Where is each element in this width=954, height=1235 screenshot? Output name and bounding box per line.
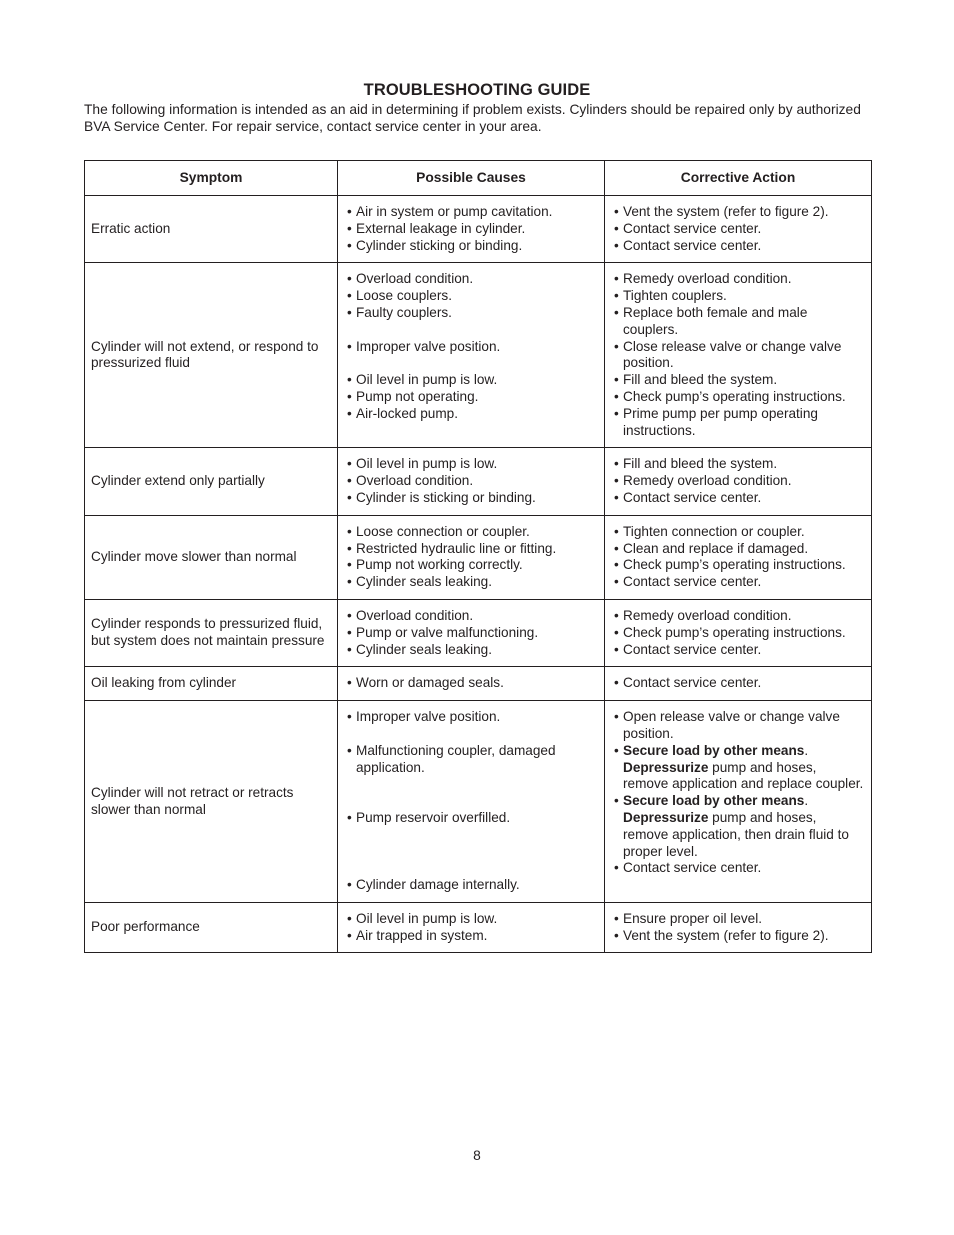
list-item: • Contact service center. bbox=[614, 574, 762, 590]
causes-cell bbox=[338, 263, 605, 448]
list-item: • Faulty couplers. bbox=[347, 304, 452, 320]
list-item: • Prime pump per pump operating instructions. bbox=[614, 405, 818, 438]
list-item: • Contact service center. bbox=[614, 675, 762, 691]
list-item: • Contact service center. bbox=[614, 641, 762, 657]
header-possible-causes: Possible Causes bbox=[338, 161, 605, 196]
action-cell bbox=[605, 667, 872, 701]
list-item: • Overload condition. bbox=[347, 271, 474, 287]
causes-cell bbox=[338, 196, 605, 263]
list-item: • Remedy overload condition. bbox=[614, 473, 792, 489]
table-row bbox=[85, 599, 872, 666]
list-item: • Remedy overload condition. bbox=[614, 607, 792, 623]
list-item: • Close release valve or change valve position. bbox=[614, 338, 842, 371]
symptom-cell: Cylinder will not retract or retracts slower than normal bbox=[85, 701, 338, 903]
list-item: • Fill and bleed the system. bbox=[614, 456, 778, 472]
list-item: • Vent the system (refer to figure 2). bbox=[614, 927, 829, 943]
symptom-cell: Cylinder extend only partially bbox=[85, 448, 338, 515]
table-row bbox=[85, 515, 872, 599]
list-item: • Pump or valve malfunctioning. bbox=[347, 624, 539, 640]
list-item: • Check pump’s operating instructions. bbox=[614, 557, 846, 573]
symptom-cell: Poor performance bbox=[85, 902, 338, 953]
troubleshooting-table bbox=[84, 160, 872, 953]
list-item: • Pump not working correctly. bbox=[347, 557, 523, 573]
action-cell bbox=[605, 515, 872, 599]
table-row bbox=[85, 196, 872, 263]
table-row bbox=[85, 448, 872, 515]
list-item: • Overload condition. bbox=[347, 473, 474, 489]
symptom-cell: Cylinder move slower than normal bbox=[85, 515, 338, 599]
table-row bbox=[85, 263, 872, 448]
list-item: • Malfunctioning coupler, damaged application. bbox=[347, 742, 556, 775]
intro-text bbox=[84, 101, 884, 135]
list-item: • Pump reservoir overfilled. bbox=[347, 809, 511, 825]
causes-cell bbox=[338, 515, 605, 599]
intro-line-2: BVA Service Center. For repair service, contact service center in your area. bbox=[84, 119, 542, 134]
action-cell bbox=[605, 448, 872, 515]
table-row bbox=[85, 902, 872, 953]
list-item: • Oil level in pump is low. bbox=[347, 456, 498, 472]
list-item: • Overload condition. bbox=[347, 607, 474, 623]
list-item: • Cylinder sticking or binding. bbox=[347, 237, 523, 253]
header-symptom: Symptom bbox=[85, 161, 338, 196]
list-item: • Check pump’s operating instructions. bbox=[614, 624, 846, 640]
list-item: • Contact service center. bbox=[614, 489, 762, 505]
action-cell bbox=[605, 263, 872, 448]
list-item: • Secure load by other means. Depressurize pump and hoses, remove application, then drain fluid to proper level. bbox=[614, 793, 849, 859]
list-item: • Replace both female and male couplers. bbox=[614, 304, 808, 337]
list-item: • Pump not operating. bbox=[347, 388, 479, 404]
list-item: • Improper valve position. bbox=[347, 338, 501, 354]
list-item: • Improper valve position. bbox=[347, 709, 501, 725]
list-item: • Contact service center. bbox=[614, 220, 762, 236]
list-item: • Cylinder is sticking or binding. bbox=[347, 489, 536, 505]
list-item: • Worn or damaged seals. bbox=[347, 675, 504, 691]
list-item: • Contact service center. bbox=[614, 860, 762, 876]
list-item: • Air in system or pump cavitation. bbox=[347, 204, 553, 219]
action-cell bbox=[605, 196, 872, 263]
table-row bbox=[85, 701, 872, 903]
list-item: • Clean and replace if damaged. bbox=[614, 540, 809, 556]
list-item: • Loose couplers. bbox=[347, 288, 452, 304]
page-title: TROUBLESHOOTING GUIDE bbox=[363, 81, 591, 99]
action-cell bbox=[605, 701, 872, 903]
symptom-cell: Oil leaking from cylinder bbox=[85, 667, 338, 701]
list-item: • Air trapped in system. bbox=[347, 927, 488, 943]
list-item: • External leakage in cylinder. bbox=[347, 220, 526, 236]
list-item: • Oil level in pump is low. bbox=[347, 910, 498, 926]
action-cell bbox=[605, 599, 872, 666]
list-item: • Loose connection or coupler. bbox=[347, 523, 530, 539]
list-item: • Tighten connection or coupler. bbox=[614, 523, 805, 539]
list-item: • Restricted hydraulic line or fitting. bbox=[347, 540, 557, 556]
intro-line-1: The following information is intended as an aid in determining if problem exists. Cylinders should be repaired only by authorized bbox=[84, 102, 861, 117]
causes-cell bbox=[338, 701, 605, 903]
symptom-cell: Cylinder will not extend, or respond to pressurized fluid bbox=[85, 263, 338, 448]
list-item: • Ensure proper oil level. bbox=[614, 910, 763, 926]
table-header-row bbox=[85, 161, 872, 196]
header-corrective-action: Corrective Action bbox=[605, 161, 872, 196]
list-item: • Air-locked pump. bbox=[347, 405, 458, 421]
list-item: • Cylinder damage internally. bbox=[347, 877, 520, 893]
action-cell bbox=[605, 902, 872, 953]
causes-cell bbox=[338, 902, 605, 953]
list-item: • Oil level in pump is low. bbox=[347, 372, 498, 388]
list-item: • Cylinder seals leaking. bbox=[347, 641, 493, 657]
causes-cell bbox=[338, 448, 605, 515]
list-item: • Contact service center. bbox=[614, 237, 762, 253]
list-item: • Check pump’s operating instructions. bbox=[614, 388, 846, 404]
list-item: • Fill and bleed the system. bbox=[614, 372, 778, 388]
list-item: • Vent the system (refer to figure 2). bbox=[614, 204, 829, 219]
symptom-cell: Cylinder responds to pressurized fluid, but system does not maintain pressure bbox=[85, 599, 338, 666]
causes-cell bbox=[338, 599, 605, 666]
table-row bbox=[85, 667, 872, 701]
list-item: • Secure load by other means. Depressurize pump and hoses, remove application and replace coupler. bbox=[614, 742, 864, 792]
list-item: • Cylinder seals leaking. bbox=[347, 574, 493, 590]
symptom-cell: Erratic action bbox=[85, 196, 338, 263]
page-number: 8 bbox=[473, 1148, 481, 1163]
list-item: • Remedy overload condition. bbox=[614, 271, 792, 287]
list-item: • Open release valve or change valve position. bbox=[614, 709, 840, 741]
causes-cell bbox=[338, 667, 605, 701]
list-item: • Tighten couplers. bbox=[614, 288, 727, 304]
